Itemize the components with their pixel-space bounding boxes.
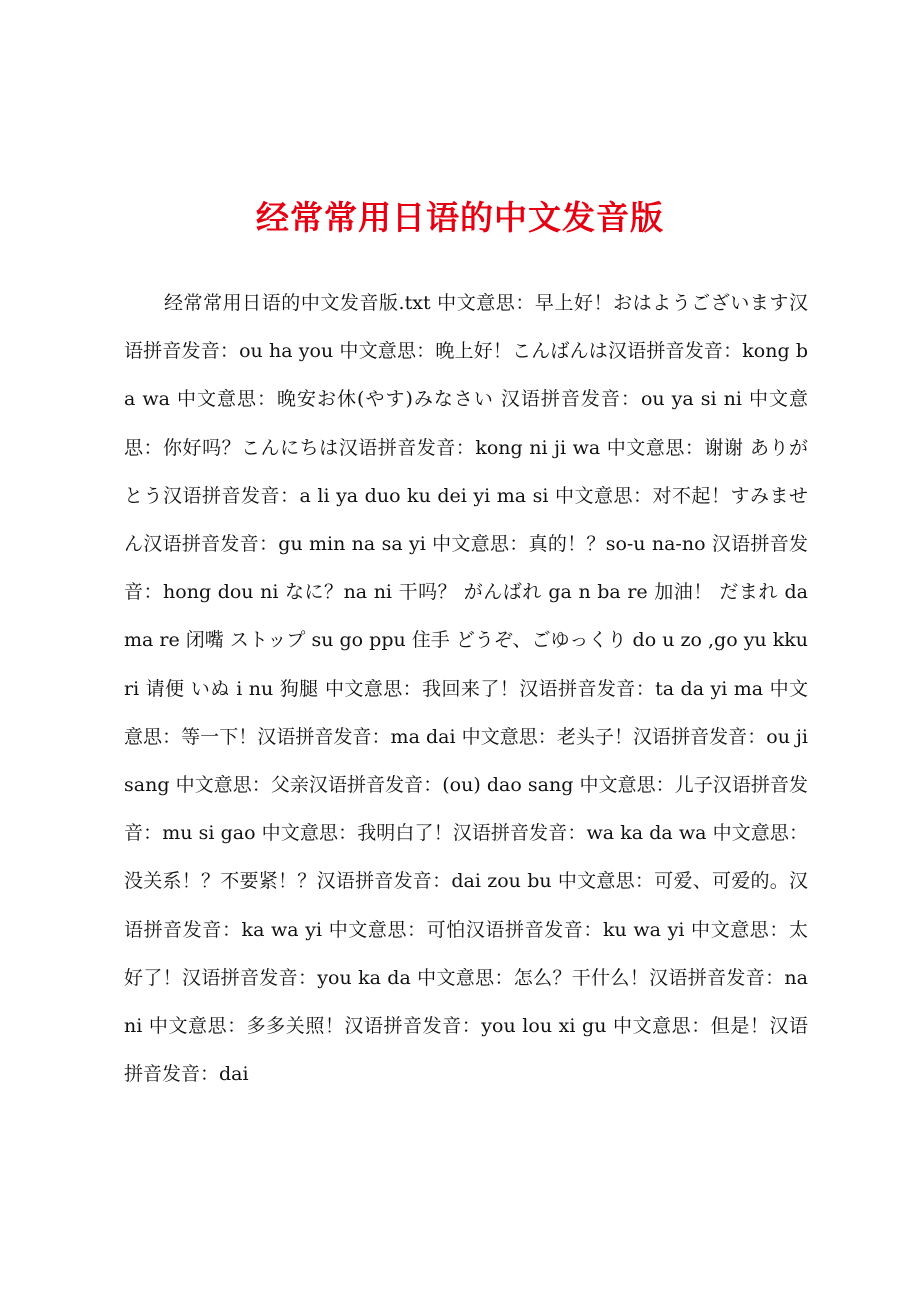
document-title: 经常常用日语的中文发音版: [256, 198, 664, 237]
document-body-paragraph: 经常常用日语的中文发音版.txt 中文意思：早上好！おはようございます汉语拼音发音：ou ha you 中文意思：晚上好！こんばんは汉语拼音发音：kong ba wa 中文意思：晚安お休(やす)みなさい 汉语拼音发音：ou ya si ni 中文意思：你好吗？こんにちは汉语拼音发音：kong ni ji wa 中文意思：谢谢 ありがとう汉语拼音发音：a li ya duo ku dei yi ma si 中文意思：对不起！すみません汉语拼音发音：gu min na sa yi 中文意思：真的！？so-u na-no 汉语拼音发音：hong dou ni なに？na ni 干吗？ がんばれ ga n ba re 加油！ だまれ da ma re 闭嘴 ストップ su go ppu 住手 どうぞ、ごゆっくり do u zo ,go yu kku ri 请便 いぬ i nu 狗腿 中文意思：我回来了！汉语拼音发音：ta da yi ma 中文意思：等一下！汉语拼音发音：ma dai 中文意思：老头子！汉语拼音发音：ou ji sang 中文意思：父亲汉语拼音发音：(ou) dao sang 中文意思：儿子汉语拼音发音：mu si gao 中文意思：我明白了！汉语拼音发音：wa ka da wa 中文意思：没关系！？不要紧！？汉语拼音发音：dai zou bu 中文意思：可爱、可爱的。汉语拼音发音：ka wa yi 中文意思：可怕汉语拼音发音：ku wa yi 中文意思：太好了！汉语拼音发音：you ka da 中文意思：怎么？干什么！汉语拼音发音：na ni 中文意思：多多关照！汉语拼音发音：you lou xi gu 中文意思：但是！汉语拼音发音：dai: [124, 292, 808, 1086]
